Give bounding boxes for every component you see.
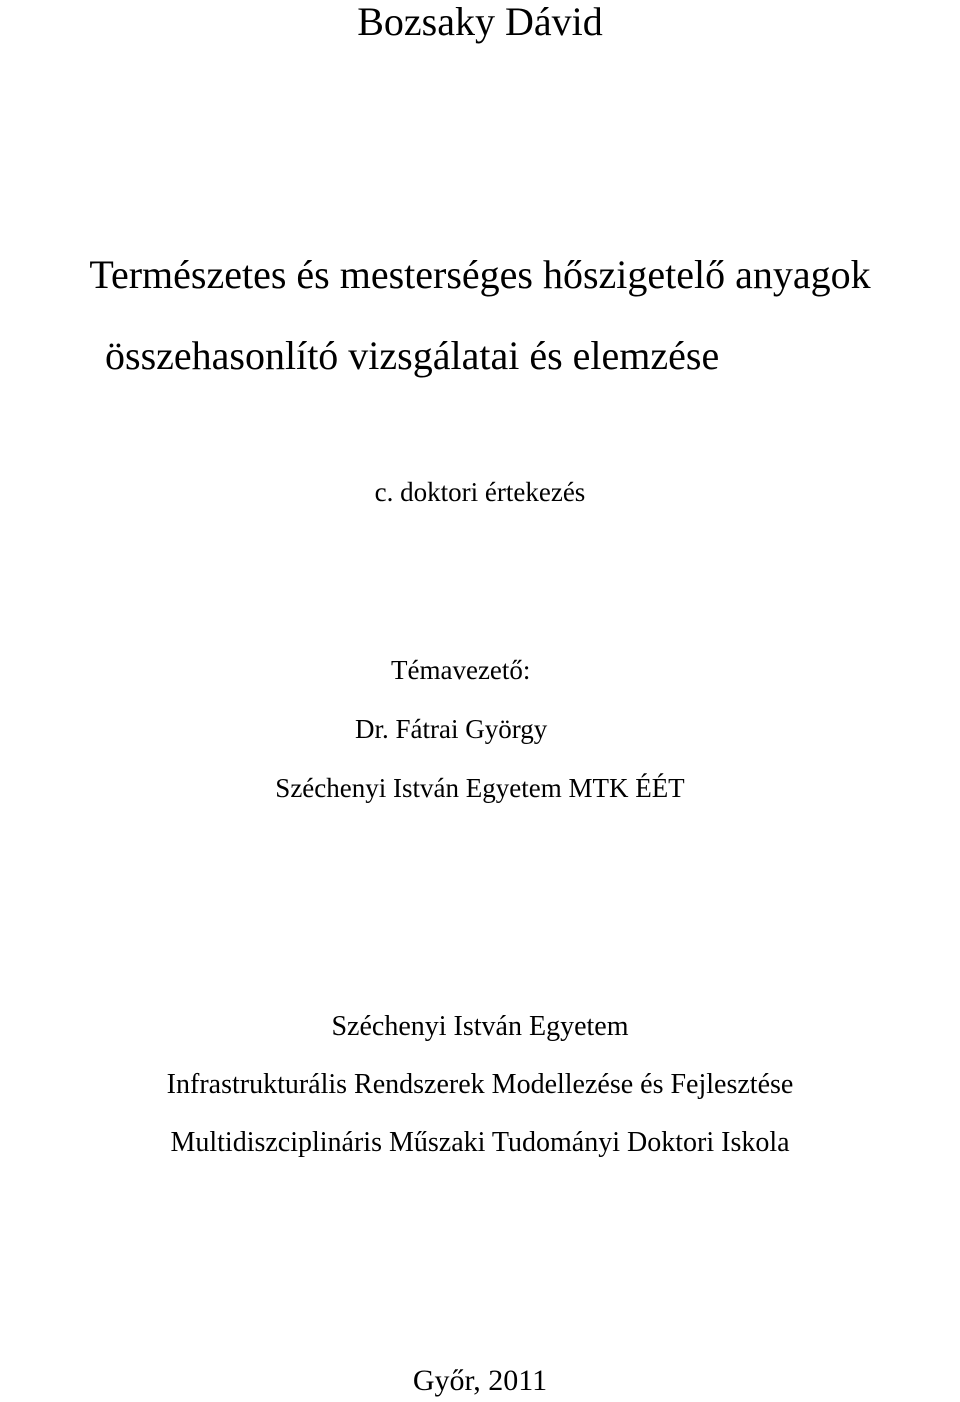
supervisor-affiliation: Széchenyi István Egyetem MTK ÉÉT <box>275 773 685 803</box>
university-name: Széchenyi István Egyetem <box>331 1011 629 1042</box>
supervisor-name: Dr. Fátrai György <box>355 714 548 744</box>
thesis-title-line-2: összehasonlító vizsgálatai és elemzése <box>105 333 720 378</box>
thesis-title-line-1: Természetes és mesterséges hőszigetelő anyagok <box>89 252 871 297</box>
doctoral-school: Multidiszciplináris Műszaki Tudományi Doktori Iskola <box>170 1127 790 1158</box>
thesis-type: c. doktori értekezés <box>374 477 586 507</box>
doctoral-program: Infrastrukturális Rendszerek Modellezése és Fejlesztése <box>166 1069 794 1100</box>
place-and-year: Győr, 2011 <box>412 1364 548 1397</box>
author-name: Bozsaky Dávid <box>357 0 603 44</box>
supervisor-label: Témavezető: <box>391 655 531 685</box>
